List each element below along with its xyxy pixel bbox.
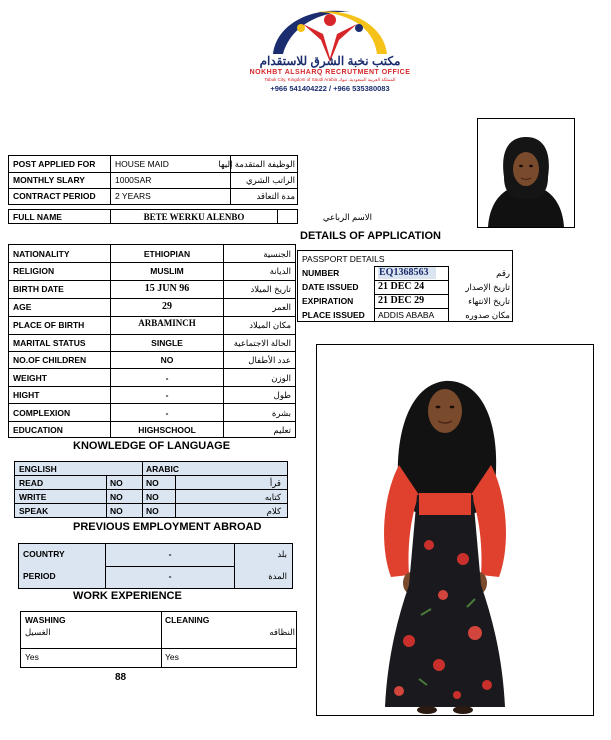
- weight-value: -: [165, 373, 169, 383]
- portrait-person-icon: [478, 119, 574, 227]
- period-label: PERIOD: [23, 571, 56, 581]
- write-label: WRITE: [19, 492, 47, 502]
- cleaning-value: Yes: [165, 652, 179, 662]
- full-body-person-icon: [317, 345, 593, 715]
- complexion-label: COMPLEXION: [13, 408, 71, 418]
- speak-arabic-label: كلام: [266, 506, 281, 516]
- details-title: DETAILS OF APPLICATION: [300, 230, 441, 242]
- write-arabic-label: كتابه: [264, 492, 281, 502]
- expiration-label: EXPIRATION: [302, 296, 354, 306]
- marital-status-value: SINGLE: [151, 338, 183, 348]
- date-issued-arabic-label: تاريخ الإصدار: [465, 282, 510, 292]
- weight-label: WEIGHT: [13, 373, 47, 383]
- nationality-arabic-label: الجنسية: [263, 249, 291, 259]
- children-value: NO: [160, 355, 174, 365]
- passport-number-label: NUMBER: [302, 268, 340, 278]
- birth-date-value: 15 JUN 96: [144, 283, 190, 294]
- cleaning-arabic-label: النظافه: [269, 627, 295, 637]
- period-arabic-label: المدة: [268, 571, 287, 581]
- write-english-value: NO: [110, 492, 123, 502]
- religion-label: RELIGION: [13, 266, 55, 276]
- language-table: [14, 461, 288, 518]
- contract-period-arabic-label: مدة التعاقد: [256, 191, 295, 201]
- washing-arabic-label: الغسيل: [25, 627, 51, 637]
- employment-table: [18, 543, 293, 589]
- passport-number-value: EQ1368563: [378, 267, 436, 279]
- contract-period-label: CONTRACT PERIOD: [13, 191, 96, 201]
- birth-date-label: BIRTH DATE: [13, 284, 64, 294]
- position-value: HOUSE MAID: [115, 159, 169, 169]
- position-table: [8, 155, 298, 205]
- salary-label: MONTHLY SLARY: [13, 175, 85, 185]
- complexion-value: -: [165, 408, 169, 418]
- religion-value: MUSLIM: [150, 266, 184, 276]
- place-issued-label: PLACE ISSUED: [302, 310, 365, 320]
- marital-status-label: MARITAL STATUS: [13, 338, 86, 348]
- marital-status-arabic-label: الحالة الاجتماعية: [233, 338, 291, 348]
- cleaning-label: CLEANING: [165, 615, 210, 625]
- position-label: POST APPLIED FOR: [13, 159, 96, 169]
- expiration-value: 21 DEC 29: [378, 295, 425, 306]
- place-of-birth-label: PLACE OF BIRTH: [13, 320, 85, 330]
- place-of-birth-arabic-label: مكان الميلاد: [249, 320, 291, 330]
- place-issued-value: ADDIS ABABA: [378, 310, 435, 320]
- read-label: READ: [19, 478, 44, 488]
- place-of-birth-value: ARBAMINCH: [138, 318, 196, 328]
- speak-english-value: NO: [110, 506, 123, 516]
- portrait-photo: [477, 118, 575, 228]
- read-arabic-value: NO: [146, 478, 159, 488]
- passport-details-table: [297, 250, 513, 322]
- arabic-header: ARABIC: [146, 464, 180, 474]
- complexion-arabic-label: بشرة: [271, 408, 291, 418]
- country-value: -: [168, 549, 172, 559]
- education-arabic-label: تعليم: [273, 425, 291, 435]
- age-label: AGE: [13, 302, 32, 312]
- employment-title: PREVIOUS EMPLOYMENT ABROAD: [73, 521, 262, 533]
- height-value: -: [165, 390, 169, 400]
- country-label: COUNTRY: [23, 549, 65, 559]
- salary-value: 1000SAR: [115, 175, 152, 185]
- salary-arabic-label: الراتب الشري: [246, 175, 295, 185]
- read-arabic-label: قرأ: [269, 478, 281, 488]
- personal-details-table: [8, 244, 296, 438]
- birth-date-arabic-label: تاريخ الميلاد: [250, 284, 291, 294]
- education-label: EDUCATION: [13, 425, 63, 435]
- english-header: ENGLISH: [19, 464, 57, 474]
- washing-label: WASHING: [25, 615, 66, 625]
- page-number: 88: [115, 672, 127, 683]
- date-issued-label: DATE ISSUED: [302, 282, 359, 292]
- contract-period-value: 2 YEARS: [115, 191, 151, 201]
- brand-address: Tabuk City, Kingdom of Saudi Arabia المملكة العربية السعودية، تبوك: [264, 77, 396, 82]
- passport-number-arabic-label: رقم: [496, 268, 510, 278]
- expiration-arabic-label: تاريخ الانتهاء: [468, 296, 510, 306]
- religion-arabic-label: الديانة: [269, 266, 291, 276]
- place-issued-arabic-label: مكان صدوره: [465, 310, 510, 320]
- age-arabic-label: العمر: [272, 302, 291, 312]
- country-arabic-label: بلد: [277, 549, 287, 559]
- language-title: KNOWLEDGE OF LANGUAGE: [73, 440, 231, 452]
- passport-title: PASSPORT DETAILS: [302, 254, 385, 264]
- height-label: HIGHT: [13, 390, 40, 400]
- brand-english-name: NOKHBT ALSHARQ RECRUTMENT OFFICE: [249, 69, 411, 76]
- age-value: 29: [162, 301, 172, 312]
- work-experience-table: [20, 611, 297, 668]
- work-experience-title: WORK EXPERIENCE: [73, 590, 182, 602]
- brand-arabic-name: مكتب نخبة الشرق للاستقدام: [259, 54, 401, 68]
- weight-arabic-label: الوزن: [271, 373, 291, 383]
- full-name-row: [8, 209, 298, 224]
- read-english-value: NO: [110, 478, 123, 488]
- nationality-label: NATIONALITY: [13, 249, 70, 259]
- speak-label: SPEAK: [19, 506, 49, 516]
- washing-value: Yes: [25, 652, 39, 662]
- full-name-value: BETE WERKU ALENBO: [143, 212, 245, 222]
- children-label: NO.OF CHILDREN: [13, 355, 87, 365]
- period-value: -: [168, 571, 172, 581]
- nationality-value: ETHIOPIAN: [143, 249, 191, 259]
- children-arabic-label: عدد الأطفال: [248, 355, 291, 365]
- speak-arabic-value: NO: [146, 506, 159, 516]
- position-arabic-label: الوظيفة المتقدمة إليها: [218, 159, 295, 169]
- full-name-label: FULL NAME: [13, 212, 62, 222]
- date-issued-value: 21 DEC 24: [378, 281, 425, 292]
- education-value: HIGHSCHOOL: [138, 425, 196, 435]
- brand-phones: +966 541404222 / +966 535380083: [270, 84, 390, 93]
- full-name-arabic-label: الاسم الرباعي: [322, 212, 372, 222]
- write-arabic-value: NO: [146, 492, 159, 502]
- height-arabic-label: طول: [273, 390, 291, 400]
- full-body-photo: [316, 344, 594, 716]
